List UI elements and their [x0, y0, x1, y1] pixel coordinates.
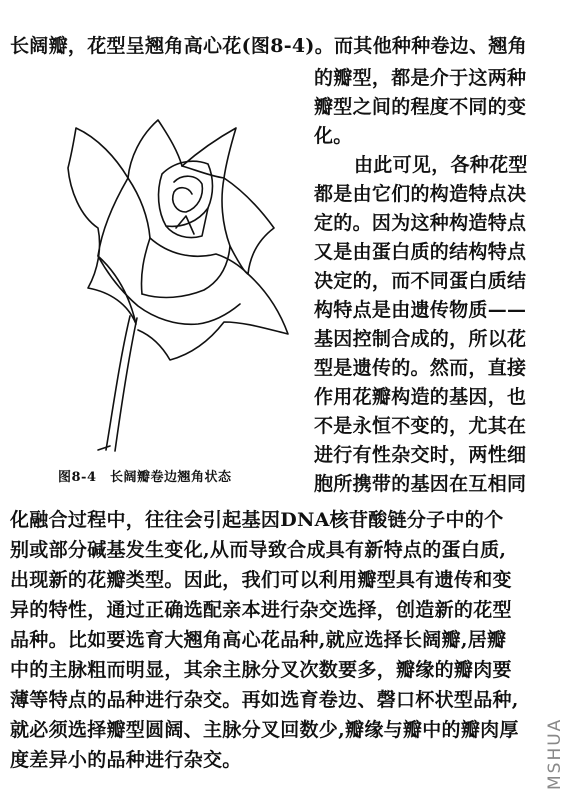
text-line-right: 构特点是由遗传物质—— [314, 299, 527, 321]
figure-caption: 图8-4 长阔瓣卷边翘角状态 [58, 470, 232, 485]
text-line-right: 作用花瓣构造的基因，也 [314, 386, 527, 408]
text-line-bottom: 中的主脉粗而明显，其余主脉分叉次数要多，瓣缘的瓣肉要 [10, 659, 512, 681]
text-line-bottom: 就必须选择瓣型圆阔、主脉分叉回数少,瓣缘与瓣中的瓣肉厚 [10, 719, 519, 741]
text-line-bottom: 别或部分碱基发生变化,从而导致合成具有新特点的蛋白质, [10, 539, 507, 561]
text-line-bottom: 化融合过程中，往往会引起基因DNA核苷酸链分子中的个 [10, 509, 504, 531]
rose-heart-spiral [173, 176, 203, 212]
text-line-right: 化。 [314, 125, 353, 147]
text-line-right: 型是遗传的。然而，直接 [314, 357, 527, 379]
text-line-top: 长阔瓣，花型呈翘角高心花(图8-4)。而其他种种卷边、翘角 [10, 35, 528, 57]
rose-petal-middle-fold [150, 238, 248, 274]
text-line-right: 定的。因为这种构造特点 [314, 212, 527, 234]
rose-illustration [58, 78, 298, 463]
text-line-right: 瓣型之间的程度不同的变 [314, 96, 527, 118]
text-line-bottom: 度差异小的品种进行杂交。 [10, 749, 242, 771]
text-line-right: 又是由蛋白质的结构特点 [314, 241, 527, 263]
rose-petal-middle-right [182, 166, 248, 274]
text-line-bottom: 薄等特点的品种进行杂交。再如选育卷边、磬口杯状型品种, [10, 689, 519, 711]
text-line-bottom: 出现新的花瓣类型。因此，我们可以利用瓣型具有遗传和变 [10, 569, 512, 591]
text-line-right: 胞所携带的基因在互相同 [314, 473, 527, 495]
text-line-right: 决定的，而不同蛋白质结 [314, 270, 527, 292]
text-line-bottom: 品种。比如要选育大翘角高心花品种,就应选择长阔瓣,居瓣 [10, 629, 507, 651]
text-line-right-indented: 由此可见，各种花型 [354, 154, 528, 176]
rose-leaf-stub [98, 446, 110, 450]
text-line-bottom: 异的特性，通过正确选配亲本进行杂交选择，创造新的花型 [10, 599, 512, 621]
text-line-right: 不是永恒不变的，尤其在 [314, 415, 527, 437]
rose-petal-outer-top [128, 120, 236, 178]
rose-petal-lower [98, 256, 240, 324]
text-line-right: 都是由它们的构造特点决 [314, 183, 527, 205]
rose-petal-outer-right [138, 178, 288, 360]
text-line-right: 进行有性杂交时，两性细 [314, 444, 527, 466]
watermark-text: MSHUA [545, 717, 565, 790]
text-line-right: 的瓣型，都是介于这两种 [314, 67, 527, 89]
text-line-right: 基因控制合成的，所以花 [314, 328, 527, 350]
rose-petal-middle-left [128, 178, 150, 294]
